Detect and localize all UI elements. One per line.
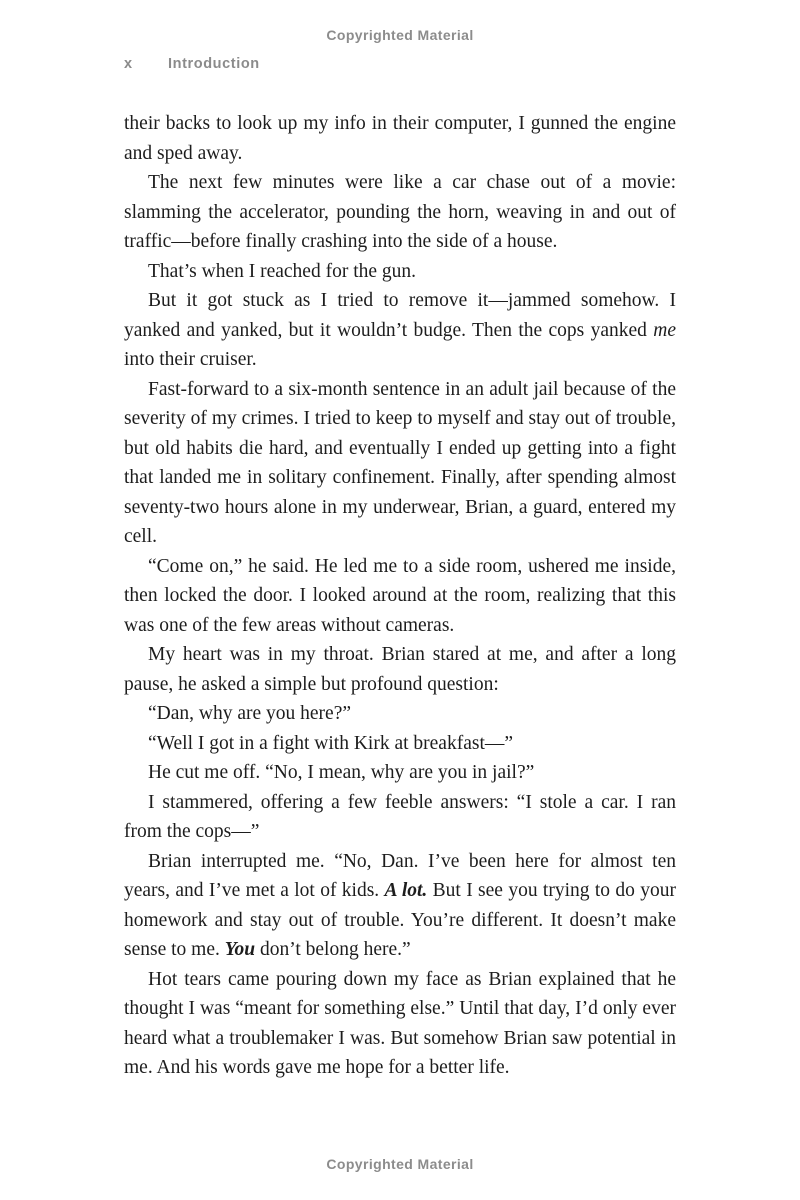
- paragraph: [124, 640, 676, 699]
- text-segment: me: [653, 319, 676, 341]
- running-header: [124, 56, 676, 72]
- paragraph: [124, 788, 676, 847]
- text-segment: But I see you trying to do your homework and stay out of trouble. You’re different. It doesn’t make sense to me.: [124, 880, 676, 960]
- text-segment: He cut me off. “No, I mean, why are you in jail?”: [148, 762, 535, 783]
- paragraph: [124, 965, 676, 1083]
- text-segment: Hot tears came pouring down my face as Brian explained that he thought I was “meant for something else.” Until that day, I’d only ever heard what a troublemaker I was. But somehow Brian saw potential in me. And his words gave me hope for a better life.: [124, 968, 676, 1078]
- page-number: x: [124, 56, 133, 72]
- text-segment: “Come on,” he said. He led me to a side room, ushered me inside, then locked the door. I looked around at the room, realizing that this was one of the few areas without cameras.: [124, 555, 676, 636]
- text-segment: Brian interrupted me. “No, Dan. I’ve been here for almost ten years, and I’ve met a lot of kids.: [124, 850, 676, 901]
- paragraph: [124, 109, 676, 168]
- text-segment: A lot.: [384, 880, 428, 901]
- copyright-notice-bottom: Copyrighted Material: [326, 1156, 474, 1172]
- paragraph: [124, 729, 676, 759]
- paragraph: [124, 699, 676, 729]
- copyright-notice-top: Copyrighted Material: [326, 27, 474, 43]
- paragraph: [124, 758, 676, 788]
- text-segment: That’s when I reached for the gun.: [148, 260, 417, 282]
- body-text: [124, 109, 676, 1083]
- text-segment: “Well I got in a fight with Kirk at breakfast—”: [148, 732, 514, 754]
- paragraph: [124, 168, 676, 257]
- text-segment: “Dan, why are you here?”: [148, 703, 352, 724]
- paragraph: [124, 375, 676, 552]
- section-title: Introduction: [168, 56, 260, 72]
- text-segment: don’t belong here.”: [255, 939, 411, 960]
- text-segment: You: [224, 939, 256, 960]
- paragraph: [124, 847, 676, 965]
- text-segment: My heart was in my throat. Brian stared at me, and after a long pause, he asked a simple but profound question:: [124, 644, 676, 695]
- text-segment: I stammered, offering a few feeble answers: “I stole a car. I ran from the cops—”: [124, 791, 676, 842]
- text-segment: into their cruiser.: [124, 349, 257, 370]
- text-segment: The next few minutes were like a car chase out of a movie: slamming the accelerator, pounding the horn, weaving in and out of traffic—before finally crashing into the side of a house.: [124, 172, 676, 252]
- paragraph: [124, 552, 676, 641]
- text-segment: their backs to look up my info in their computer, I gunned the engine and sped away.: [124, 113, 676, 164]
- paragraph: [124, 257, 676, 287]
- text-segment: But it got stuck as I tried to remove it—jammed somehow. I yanked and yanked, but it wouldn’t budge. Then the cops yanked: [124, 290, 676, 341]
- paragraph: [124, 286, 676, 375]
- text-segment: Fast-forward to a six-month sentence in an adult jail because of the severity of my crimes. I tried to keep to myself and stay out of trouble, but old habits die hard, and eventually I ended up getting into a fight that landed me in solitary confinement. Finally, after spending almost seventy-two hours alone in my underwear, Brian, a guard, entered my cell.: [124, 378, 676, 547]
